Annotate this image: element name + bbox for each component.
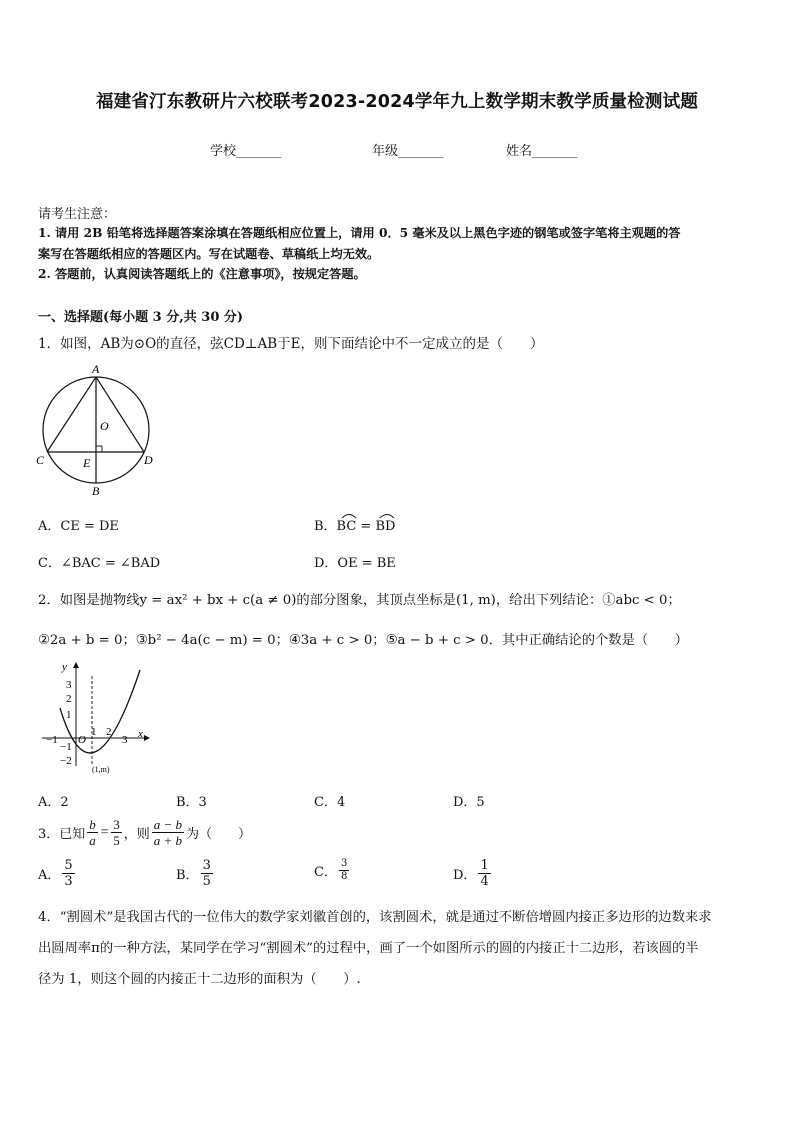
q1-circle-figure: [34, 360, 164, 500]
q3-option-c: [314, 858, 351, 883]
q3-fraction-3-over-5: [111, 817, 122, 848]
q4-line2: 出圆周率π的一种方法，某同学在学习“割圆术”的过程中，画了一个如图所示的圆的内接正十二边形，若该圆的半: [38, 941, 699, 956]
q3-option-d-fraction: [478, 858, 490, 889]
q1-label-d: D: [144, 453, 153, 467]
q3-option-c-fraction: [339, 858, 349, 883]
q3-f2-den: 5: [113, 833, 120, 848]
q2-origin-label: O: [78, 734, 86, 746]
q2-tick-x1: 1: [91, 726, 97, 738]
q2-tick-y3: 3: [66, 679, 72, 691]
q1-stem: 1．如图，AB为⊙O的直径，弦CD⊥AB于E，则下面结论中不一定成立的是（ ）: [38, 336, 544, 352]
q3-option-b-den: 5: [202, 874, 211, 889]
school-field: 学校_______: [210, 144, 282, 159]
q1-label-b: B: [92, 484, 100, 498]
q2-option-c: C．4: [314, 795, 346, 810]
q1-label-o: O: [100, 419, 109, 433]
q3-option-b: [176, 858, 215, 889]
q3-option-d-num: 1: [480, 858, 489, 873]
notice-line2: 2. 答题前，认真阅读答题纸上的《注意事项》，按规定答题。: [38, 267, 366, 281]
q2-tick-xm1: −1: [46, 734, 58, 746]
q2-option-b: B．3: [176, 795, 207, 810]
q3-prefix: 3．已知: [38, 827, 86, 842]
q2-tick-ym2: −2: [60, 755, 72, 767]
q3-option-a-fraction: [62, 858, 74, 889]
q1-option-b-arcs: [340, 511, 404, 519]
q1-option-a: A．CE = DE: [38, 519, 119, 534]
q3-stem: [38, 817, 251, 848]
notice-line1a: 1. 请用 2B 铅笔将选择题答案涂填在答题纸相应位置上，请用 0．5 毫米及以上黑色字迹的钢笔或签字笔将主观题的答: [38, 226, 681, 240]
q2-stem-line2: ②2a + b = 0；③b² − 4a(c − m) = 0；④3a + c > 0；⑤a − b + c > 0．其中正确结论的个数是（ ）: [38, 633, 689, 648]
q3-option-d: [453, 858, 493, 889]
q1-label-c: C: [36, 453, 45, 467]
q4-line3: 径为 1，则这个圆的内接正十二边形的面积为（ ）.: [38, 972, 361, 987]
q3-option-a-num: 5: [64, 858, 73, 873]
q3-option-d-den: 4: [480, 874, 489, 889]
notice-heading: 请考生注意：: [38, 207, 117, 222]
q2-axis-y-label: y: [62, 661, 67, 673]
q4-line1: 4．“割圆术”是我国古代的一位伟大的数学家刘徽首创的，该割圆术，就是通过不断倍增圆内接正多边形的边数来求: [38, 910, 712, 925]
q3-mid: ，则: [123, 827, 150, 842]
q2-vertex-label: (1,m): [92, 765, 110, 774]
q3-option-b-num: 3: [202, 858, 211, 873]
section-heading: 一、选择题(每小题 3 分,共 30 分): [38, 310, 244, 325]
q3-f3-den: a + b: [153, 833, 183, 848]
q3-option-a: [38, 858, 77, 889]
q2-tick-y2: 2: [66, 693, 72, 705]
q1-option-d: D．OE = BE: [314, 556, 396, 571]
q3-option-a-den: 3: [64, 874, 73, 889]
q3-option-a-label: A．: [38, 868, 61, 883]
q2-tick-y1: 1: [66, 709, 72, 721]
q3-option-b-fraction: [201, 858, 213, 889]
q2-tick-ym1: −1: [60, 741, 72, 753]
q3-fraction-expression: [152, 817, 184, 848]
q2-tick-x3: 3: [122, 734, 128, 746]
name-field: 姓名_______: [506, 144, 578, 159]
q2-option-d: D．5: [453, 795, 485, 810]
q3-f2-num: 3: [113, 817, 120, 832]
q3-equals: =: [99, 824, 110, 840]
q3-option-c-den: 8: [340, 871, 348, 882]
page-title: 福建省汀东教研片六校联考2023-2024学年九上数学期末教学质量检测试题: [95, 92, 699, 112]
q3-option-d-label: D．: [453, 868, 477, 883]
q1-label-a: A: [92, 362, 100, 376]
q3-fraction-b-over-a: [87, 817, 98, 848]
q1-option-b: B．BC = BD: [314, 519, 396, 534]
q3-f3-num: a − b: [153, 817, 183, 832]
q2-parabola-graph: [36, 658, 156, 778]
q3-option-c-label: C．: [314, 865, 337, 880]
q3-option-b-label: B．: [176, 868, 199, 883]
q2-option-a: A．2: [38, 795, 69, 810]
q3-f1-num: b: [89, 817, 96, 832]
notice-line1b: 案写在答题纸相应的答题区内。写在试题卷、草稿纸上均无效。: [38, 247, 380, 261]
q1-option-c: C．∠BAC = ∠BAD: [38, 556, 161, 571]
q3-option-c-num: 3: [340, 858, 348, 869]
q2-stem-line1: 2．如图是抛物线y = ax² + bx + c(a ≠ 0)的部分图象，其顶点坐标是(1, m)，给出下列结论：①abc < 0；: [38, 593, 681, 608]
q1-label-e: E: [83, 456, 91, 470]
q3-f1-den: a: [89, 833, 96, 848]
q2-axis-x-label: x: [138, 728, 143, 740]
grade-field: 年级_______: [372, 144, 444, 159]
q3-suffix: 为（ ）: [186, 827, 252, 842]
q2-tick-x2: 2: [106, 726, 112, 738]
